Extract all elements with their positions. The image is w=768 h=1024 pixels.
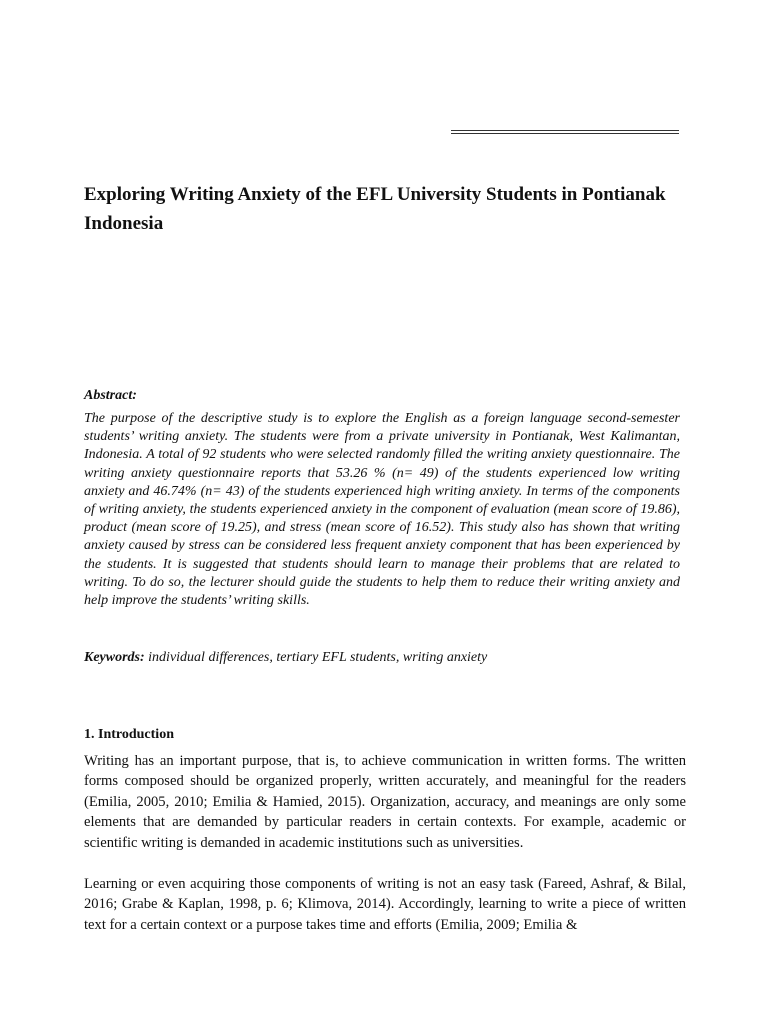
keywords-line [84, 649, 680, 667]
intro-paragraph-1: Writing has an important purpose, that is, to achieve communication in written forms. The written forms composed should be organized properly, written accurately, and meaningful for the readers (Emilia, 2005, 2010; Emilia & Hamied, 2015). Organization, accuracy, and meanings are only some elements that are demanded by particular readers in certain contexts. For example, academic or scientific writing is demanded in academic institutions such as universities. [84, 753, 686, 851]
intro-paragraph-2: Learning or even acquiring those components of writing is not an easy task (Fareed, Ashraf, & Bilal, 2016; Grabe & Kaplan, 1998, p. 6; Klimova, 2014). Accordingly, learning to write a piece of written text for a certain context or a purpose takes time and efforts (Emilia, 2009; Emilia & [84, 876, 686, 933]
abstract-body: The purpose of the descriptive study is to explore the English as a foreign language second-semester students’ writing anxiety. The students were from a private university in Pontianak, West Kalimantan, Indonesia. A total of 92 students who were selected randomly filled the writing anxiety questionnaire. The writing anxiety questionnaire reports that 53.26 % (n= 49) of the students experienced low writing anxiety and 46.74% (n= 43) of the students experienced high writing anxiety. In terms of the components of writing anxiety, the students experienced anxiety in the component of evaluation (mean score of 19.86), product (mean score of 19.25), and stress (mean score of 16.52). This study also has shown that writing anxiety caused by stress can be considered less frequent anxiety component that has been experienced by the students. It is suggested that students should learn to manage their problems that are related to writing. To do so, the lecturer should guide the students to help them to reduce their writing anxiety and help improve the students’ writing skills. [84, 411, 680, 609]
keywords-label: Keywords: [84, 650, 145, 665]
abstract-heading: Abstract: [84, 388, 137, 403]
introduction-heading: 1. Introduction [84, 727, 174, 742]
keywords-text: individual differences, tertiary EFL students, writing anxiety [148, 650, 488, 665]
paper-title: Exploring Writing Anxiety of the EFL University Students in Pontianak Indonesia [84, 184, 666, 234]
header-rule [451, 130, 679, 134]
